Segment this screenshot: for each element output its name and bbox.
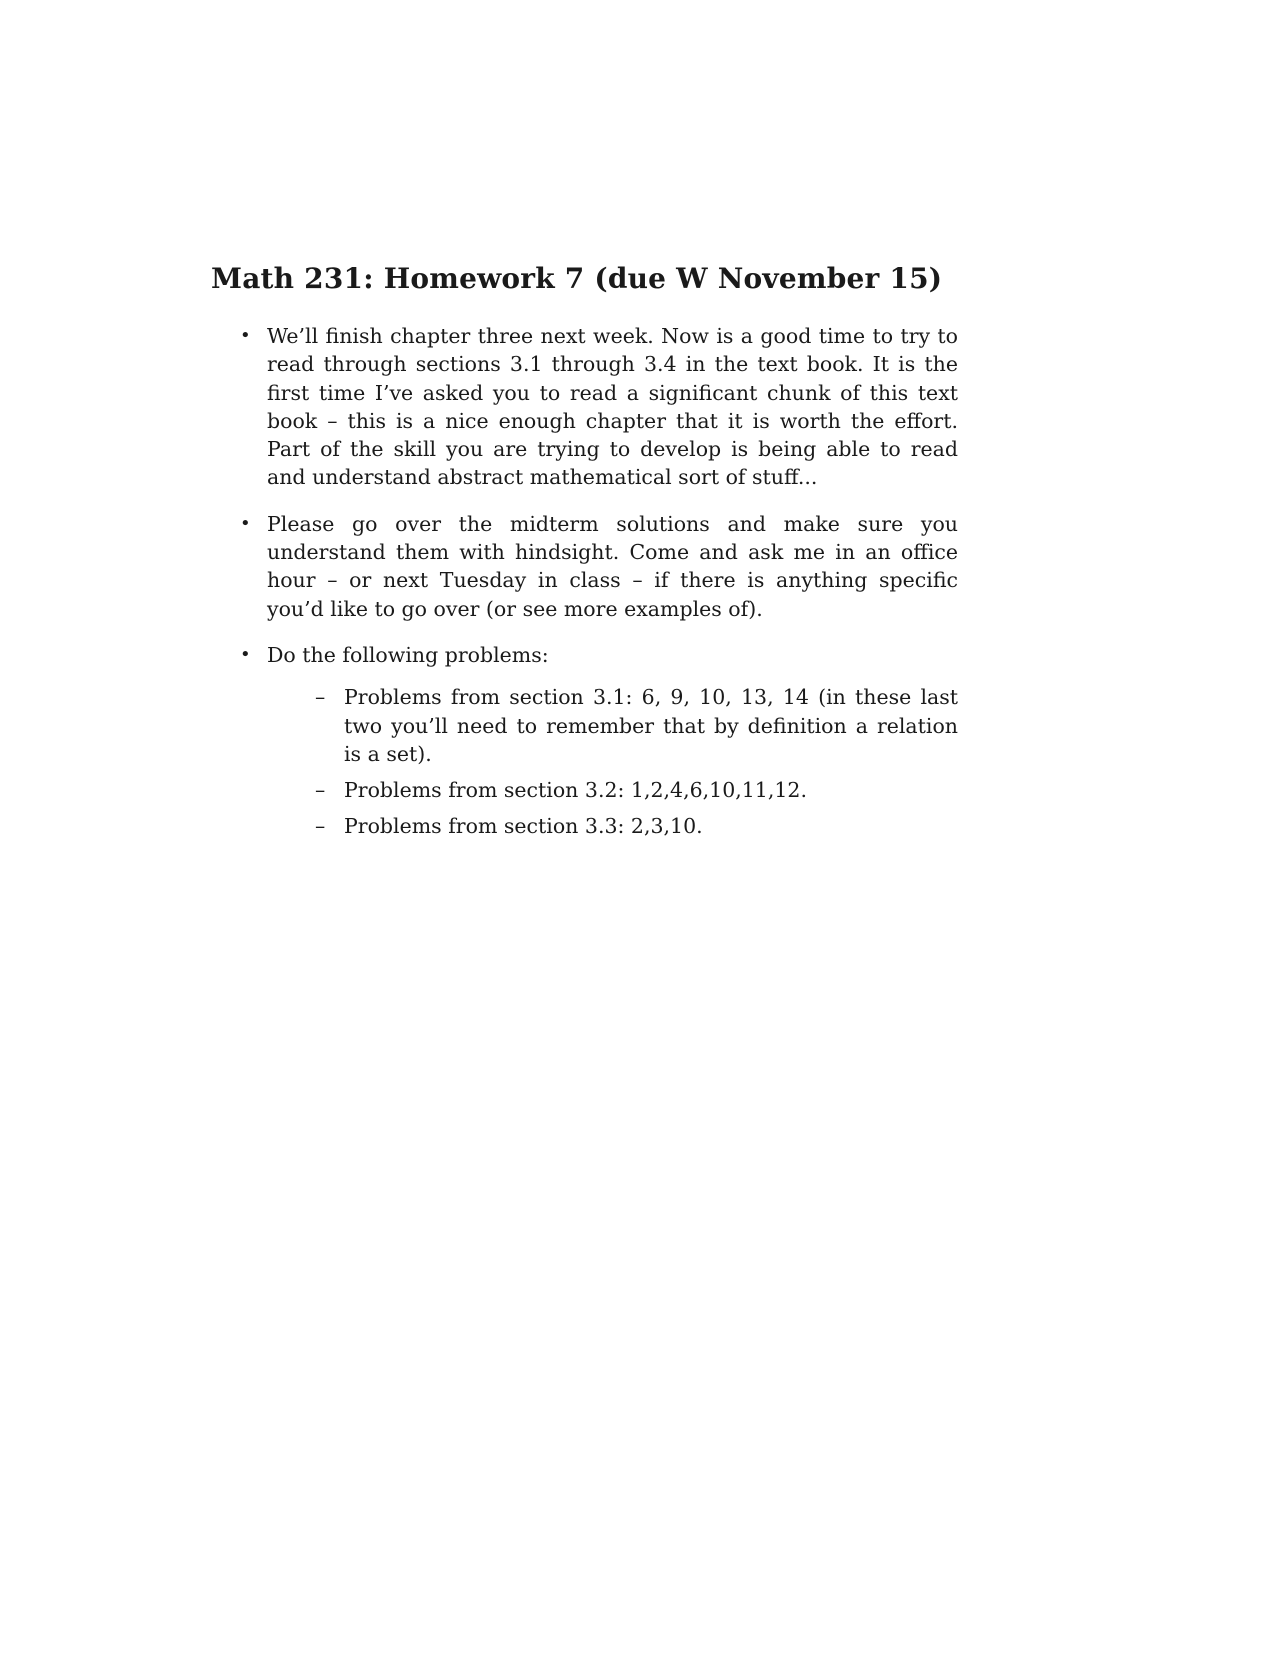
page-title: Math 231: Homework 7 (due W November 15) [211,262,943,295]
list-item-text: Do the following problems: [267,642,549,667]
bullet-marker: • [240,325,251,346]
sublist-item [267,812,958,840]
list-item [240,641,958,841]
dash-marker: – [315,685,326,710]
dash-marker: – [315,814,326,839]
dash-marker: – [315,778,326,803]
bullet-marker: • [240,643,251,665]
list-item [240,322,958,492]
sublist-item [267,683,958,768]
list-item [240,510,958,623]
problem-sublist [267,683,958,840]
list-item-text: Please go over the midterm solutions and make sure you understand them with hindsight. Come and ask me in an office hour – or next Tuesday in class – if there is anything specific you’d like to go over (or see more examples of). [267,511,958,621]
sublist-item-text: Problems from section 3.1: 6, 9, 10, 13, 14 (in these last two you’ll need to remember that by definition a relation is a set). [344,685,958,766]
bullet-list [240,322,958,859]
sublist-item-text: Problems from section 3.3: 2,3,10. [344,814,703,839]
list-item-text: We’ll finish chapter three next week. Now is a good time to try to read through sections 3.1 through 3.4 in the text book. It is the first time I’ve asked you to read a significant chunk of this text book – this is a nice enough chapter that it is worth the effort. Part of the skill you are trying to develop is being able to read and understand abstract mathematical sort of stuff... [267,324,958,490]
sublist-item-text: Problems from section 3.2: 1,2,4,6,10,11,12. [344,778,807,803]
sublist-item [267,776,958,804]
bullet-marker: • [240,512,251,534]
